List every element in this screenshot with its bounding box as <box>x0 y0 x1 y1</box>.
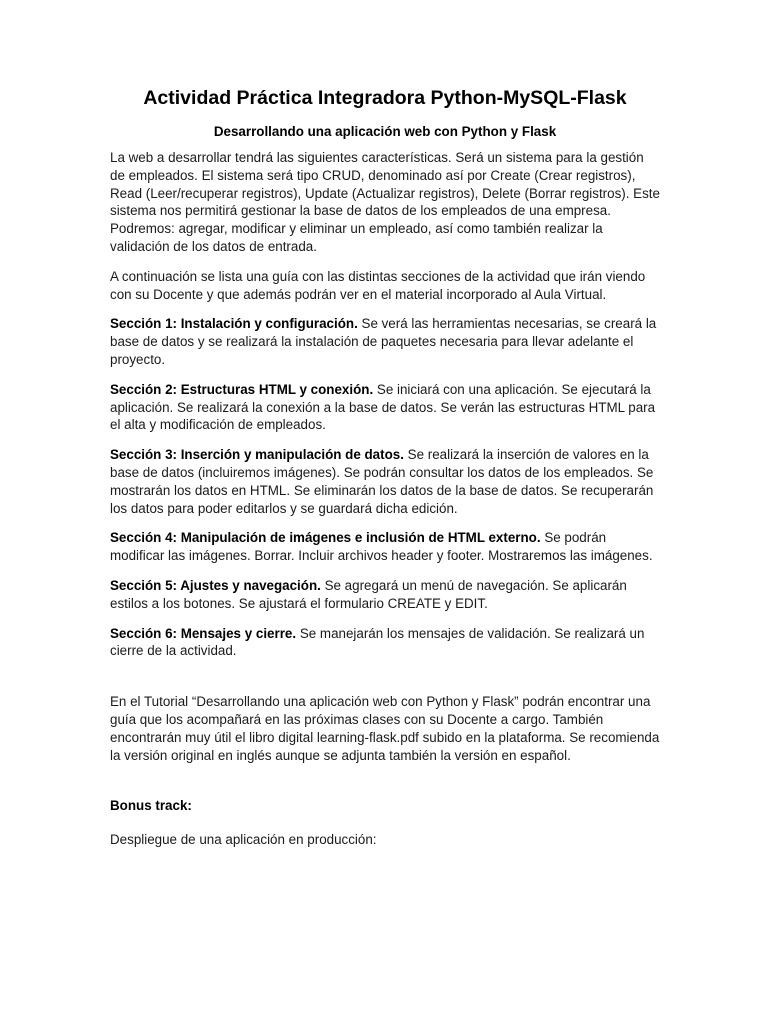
document-subtitle: Desarrollando una aplicación web con Python y Flask <box>213 124 557 139</box>
section-6-paragraph <box>110 625 660 661</box>
section-2-heading: Sección 2: Estructuras HTML y conexión. <box>110 381 374 397</box>
bonus-text: Despliegue de una aplicación en producción: <box>110 832 377 848</box>
section-4-text: Se podrán modificar las imágenes. Borrar. Incluir archivos header y footer. Mostraremos las imágenes. <box>110 530 653 564</box>
section-1-paragraph <box>110 315 660 368</box>
section-2-text: Se iniciará con una aplicación. Se ejecutará la aplicación. Se realizará la conexión a la base de datos. Se verán las estructuras HTML para el alta y modificación de empleados. <box>110 381 656 433</box>
bonus-heading-paragraph <box>110 797 660 815</box>
section-6-text: Se manejarán los mensajes de validación. Se realizará un cierre de la actividad. <box>110 625 645 659</box>
section-5-heading: Sección 5: Ajustes y navegación. <box>110 577 321 593</box>
document-title: Actividad Práctica Integradora Python-MySQL-Flask <box>143 87 627 109</box>
section-2-paragraph <box>110 381 660 434</box>
section-3-heading: Sección 3: Inserción y manipulación de datos. <box>110 447 404 463</box>
section-6-heading: Sección 6: Mensajes y cierre. <box>110 625 297 641</box>
intro-paragraph: La web a desarrollar tendrá las siguientes características. Será un sistema para la gestión de empleados. El sistema será tipo CRUD, denominado así por Create (Crear registros), Read (Leer/recuperar registros), Update (Actualizar registros), Delete (Borrar registros). Este sistema nos permitirá gestionar la base de datos de los empleados de una empresa. Podremos: agregar, modificar y eliminar un empleado, así como también realizar la validación de los datos de entrada. <box>110 150 660 254</box>
tutorial-paragraph: En el Tutorial “Desarrollando una aplicación web con Python y Flask” podrán encontrar una guía que los acompañará en las próximas clases con su Docente a cargo. También encontrarán muy útil el libro digital learning-flask.pdf subido en la plataforma. Se recomienda la versión original en inglés aunque se adjunta también la versión en español. <box>110 694 660 763</box>
section-5-text: Se agregará un menú de navegación. Se aplicarán estilos a los botones. Se ajustará el formulario CREATE y EDIT. <box>110 577 627 611</box>
section-4-heading: Sección 4: Manipulación de imágenes e inclusión de HTML externo. <box>110 530 541 546</box>
document-body <box>110 86 660 849</box>
section-5-paragraph <box>110 577 660 613</box>
section-3-text: Se realizará la inserción de valores en la base de datos (incluiremos imágenes). Se podrán consultar los datos de los empleados. Se mostrarán los datos en HTML. Se eliminarán los datos de la base de datos. Se recuperarán los datos para poder editarlos y se guardará dicha edición. <box>110 447 654 516</box>
bonus-heading: Bonus track: <box>110 798 192 814</box>
section-4-paragraph <box>110 529 660 565</box>
guide-paragraph: A continuación se lista una guía con las distintas secciones de la actividad que irán viendo con su Docente y que además podrán ver en el material incorporado al Aula Virtual. <box>110 268 646 302</box>
section-3-paragraph <box>110 446 660 517</box>
section-1-text: Se verá las herramientas necesarias, se creará la base de datos y se realizará la instalación de paquetes necesaria para llevar adelante el proyecto. <box>110 316 657 367</box>
section-1-heading: Sección 1: Instalación y configuración. <box>110 316 358 332</box>
